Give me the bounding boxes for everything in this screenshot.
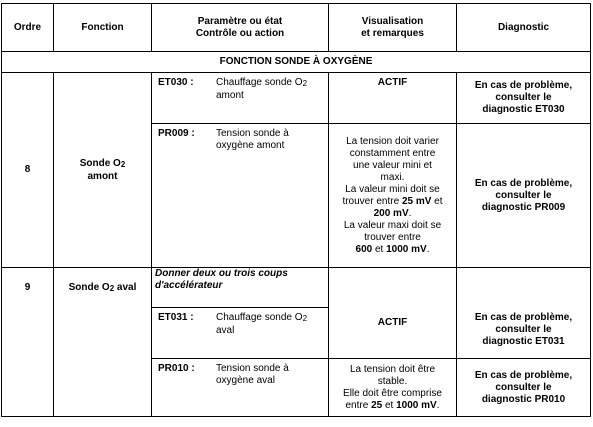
param-label	[214, 312, 325, 337]
vis-text: et	[431, 195, 443, 207]
param-label-subscript: 2	[302, 79, 308, 88]
table-row	[2, 73, 591, 124]
diag-line1: En cas de problème,	[474, 369, 573, 381]
vis-value: 1000 mV	[396, 399, 437, 411]
param-pr010	[152, 359, 329, 417]
table-row	[2, 268, 591, 308]
vis-line	[332, 208, 453, 220]
header-ordre: Ordre	[2, 4, 54, 52]
param-et031	[152, 308, 329, 359]
banner-row	[2, 52, 591, 73]
fonction-sonde-aval	[54, 268, 152, 417]
header-visualisation	[329, 4, 457, 52]
header-parametre-line2: Contrôle ou action	[195, 27, 285, 39]
header-diagnostic: Diagnostic	[457, 4, 591, 52]
vis-line: stable.	[377, 375, 408, 387]
vis-value: 25 mV	[401, 195, 432, 207]
fonction-text: Sonde O	[68, 282, 110, 293]
param-code: PR009 :	[158, 128, 195, 139]
param-code: ET030 :	[158, 77, 194, 88]
vis-pr010	[329, 359, 457, 417]
diagnostic-table	[1, 3, 591, 417]
vis-line: La valeur mini doit se	[345, 183, 440, 195]
vis-line: maxi.	[380, 171, 405, 183]
header-visualisation-line1: Visualisation	[361, 15, 424, 27]
vis-line: La tension doit varier	[346, 135, 439, 147]
diag-line3: diagnostic PR010	[481, 393, 566, 405]
header-parametre-line1: Paramètre ou état	[197, 15, 283, 27]
action-note	[152, 268, 329, 308]
param-label-text: Chauffage sonde O	[216, 77, 303, 88]
vis-text: et	[372, 243, 387, 255]
diag-line3: diagnostic PR009	[481, 201, 566, 213]
vis-line: La valeur maxi doit se	[343, 219, 442, 231]
vis-value: 25	[371, 399, 383, 411]
param-label	[214, 128, 325, 152]
vis-et031	[329, 268, 457, 359]
vis-et030	[329, 73, 457, 124]
diag-line1: En cas de problème,	[474, 80, 573, 91]
vis-line	[332, 196, 453, 208]
note-line2: d'accélérateur	[155, 280, 223, 291]
fonction-subscript: 2	[120, 159, 126, 169]
fonction-subscript: 2	[109, 284, 115, 293]
diag-pr010	[457, 359, 591, 417]
note-line1: Donner deux ou trois coups	[155, 268, 288, 279]
vis-value: 600	[355, 243, 373, 255]
diag-et031	[457, 268, 591, 359]
vis-pr009	[329, 124, 457, 268]
param-label-text: Tension sonde à	[216, 128, 289, 139]
param-label	[214, 77, 325, 102]
vis-text: et	[382, 399, 397, 411]
vis-value: 1000 mV	[386, 243, 427, 255]
param-label-subscript: 2	[302, 314, 308, 323]
diag-et030	[457, 73, 591, 124]
diag-line2: consulter le	[495, 92, 552, 103]
diag-line1: En cas de problème,	[474, 177, 573, 189]
fonction-text-2: amont	[87, 170, 118, 182]
diag-line2: consulter le	[495, 189, 552, 201]
vis-text: .	[408, 207, 412, 219]
diag-line2: consulter le	[495, 381, 552, 393]
diag-pr009	[457, 124, 591, 268]
param-pr009	[152, 124, 329, 268]
vis-value: 200 mV	[373, 207, 409, 219]
vis-text: trouver entre	[342, 195, 402, 207]
vis-line	[332, 244, 453, 256]
param-label-text: Chauffage sonde O	[216, 312, 303, 323]
vis-text: .	[436, 399, 440, 411]
header-row	[2, 4, 591, 52]
param-label-text-2: oxygène amont	[216, 140, 285, 151]
param-label-text-2: oxygène aval	[216, 375, 275, 386]
vis-line: trouver entre	[364, 231, 421, 243]
param-code: ET031 :	[158, 312, 194, 323]
vis-line: Elle doit être comprise	[343, 387, 442, 399]
vis-text: entre	[345, 399, 372, 411]
fonction-text: Sonde O	[79, 157, 121, 169]
param-code: PR010 :	[158, 363, 195, 374]
header-parametre	[152, 4, 329, 52]
fonction-sonde-amont	[54, 73, 152, 268]
vis-line	[332, 400, 453, 412]
diag-line3: diagnostic ET030	[482, 104, 565, 115]
status-actif: ACTIF	[377, 317, 408, 328]
header-visualisation-line2: et remarques	[361, 27, 424, 39]
vis-line: une valeur mini et	[353, 159, 432, 171]
param-label	[214, 363, 325, 387]
param-label-text-2: amont	[216, 90, 244, 101]
ordre-9: 9	[2, 268, 54, 417]
diag-line3: diagnostic ET031	[482, 336, 565, 347]
header-fonction: Fonction	[54, 4, 152, 52]
vis-line: La tension doit être	[349, 363, 436, 375]
vis-text: .	[426, 243, 430, 255]
param-label-text: Tension sonde à	[216, 363, 289, 374]
param-et030	[152, 73, 329, 124]
param-label-text-2: aval	[216, 325, 235, 336]
ordre-8: 8	[2, 73, 54, 268]
vis-line: constamment entre	[349, 147, 436, 159]
fonction-text-2: aval	[114, 282, 137, 293]
diag-line2: consulter le	[495, 324, 552, 335]
diag-line1: En cas de problème,	[474, 312, 573, 323]
status-actif: ACTIF	[377, 77, 408, 88]
section-banner: FONCTION SONDE À OXYGÈNE	[2, 52, 591, 73]
